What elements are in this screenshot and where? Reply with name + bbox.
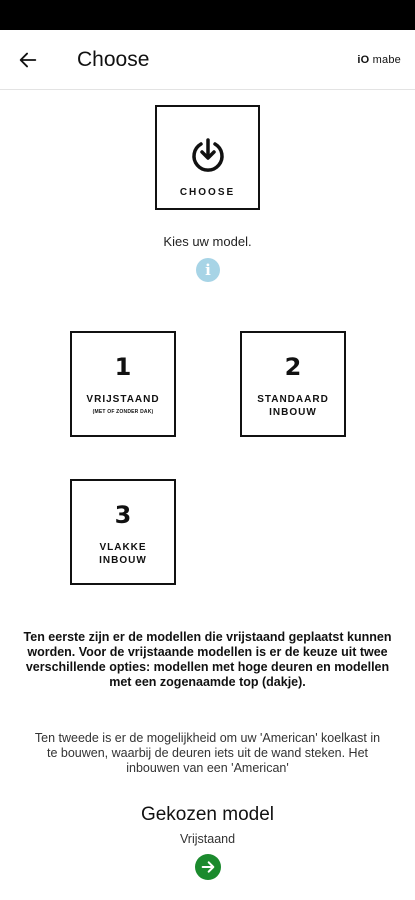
status-bar xyxy=(0,0,415,30)
download-circle-icon xyxy=(188,135,228,175)
model-subtitle: (MET OF ZONDER DAK) xyxy=(92,409,154,415)
page-title: Choose xyxy=(77,48,150,71)
next-button[interactable] xyxy=(195,854,221,880)
brand-logo-bold: iO xyxy=(357,54,370,66)
choose-tile-label: CHOOSE xyxy=(179,187,236,198)
model-number: 1 xyxy=(114,353,132,381)
info-icon[interactable]: i xyxy=(196,258,220,282)
description-normal: Ten tweede is er de mogelijkheid om uw 'American' koelkast in te bouwen, waarbij de deuren iets uit de wand steken. Het inbouwen van een 'American' xyxy=(34,731,381,775)
model-option-standaard-inbouw[interactable] xyxy=(240,331,346,437)
model-name: STANDAARD INBOUW xyxy=(257,394,329,418)
chosen-model-value: Vrijstaand xyxy=(179,832,236,846)
intro-text: Kies uw model. xyxy=(163,234,252,249)
arrow-left-icon xyxy=(17,49,39,71)
arrow-right-icon xyxy=(200,859,216,875)
model-number: 2 xyxy=(284,353,302,381)
model-name: VRIJSTAAND xyxy=(86,394,160,405)
app-bar xyxy=(0,30,415,90)
model-number: 3 xyxy=(114,501,132,529)
brand-logo-light: mabe xyxy=(372,54,401,66)
brand-logo xyxy=(357,54,401,66)
model-name: VLAKKE INBOUW xyxy=(99,542,147,566)
choose-tile[interactable] xyxy=(155,105,260,210)
model-option-vrijstaand[interactable] xyxy=(70,331,176,437)
model-option-vlakke-inbouw[interactable] xyxy=(70,479,176,585)
chosen-model-title: Gekozen model xyxy=(140,804,275,825)
description-bold: Ten eerste zijn er de modellen die vrijstaand geplaatst kunnen worden. Voor de vrijstaande modellen is er de keuze uit twee verschillende opties: modellen met hoge deuren en modellen met een zogenaamde top (dakje). xyxy=(23,630,392,689)
back-button[interactable] xyxy=(10,42,46,78)
